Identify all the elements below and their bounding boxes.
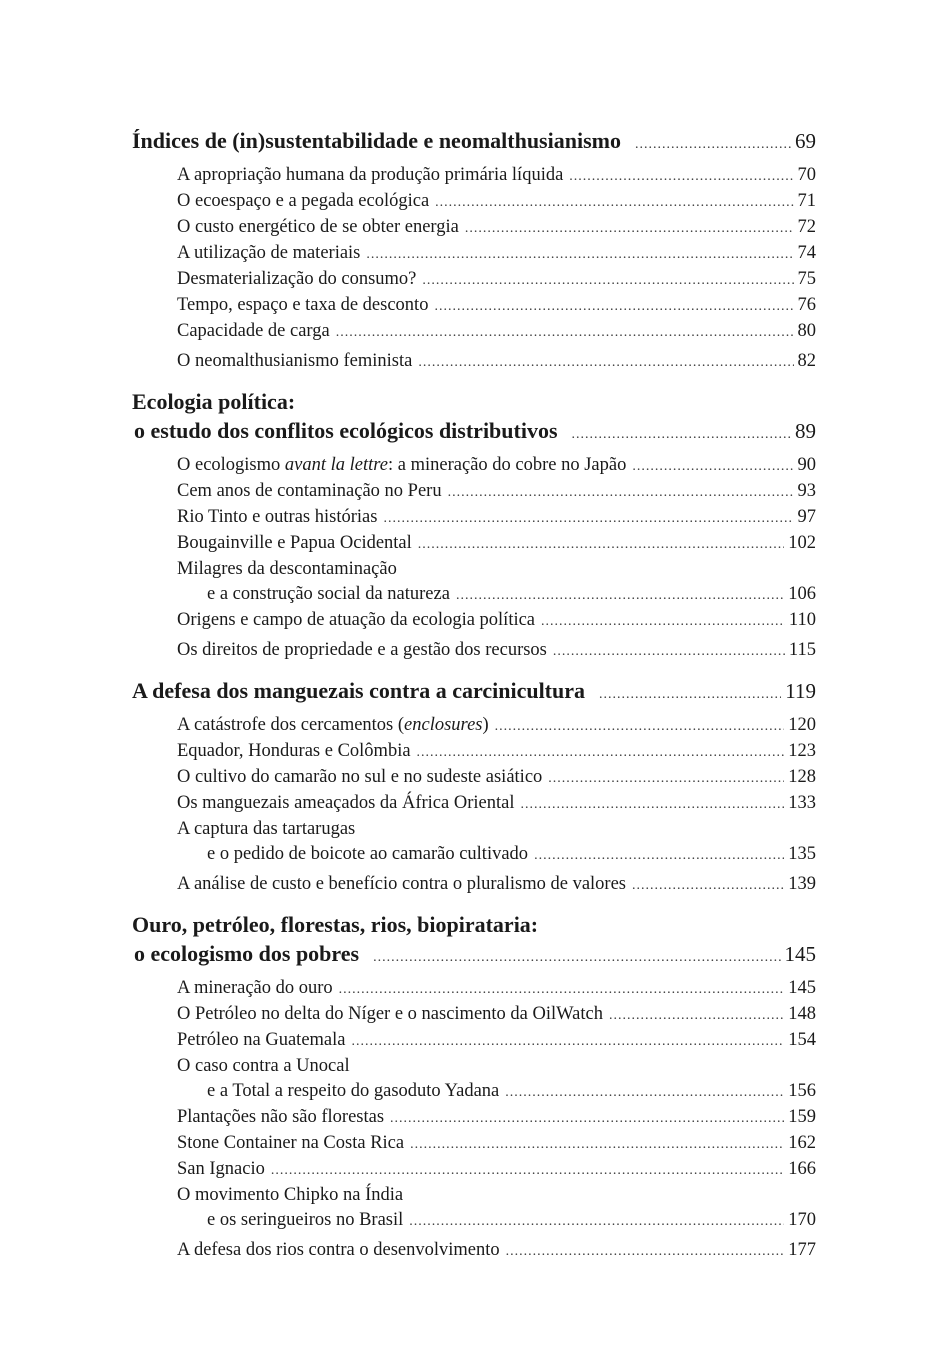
section-entry-continued[interactable] xyxy=(132,582,816,608)
section-entry[interactable] xyxy=(132,1238,816,1264)
section-entry[interactable] xyxy=(132,1002,816,1028)
section-entry[interactable] xyxy=(132,872,816,898)
page-number: 120 xyxy=(788,715,816,735)
chapter-heading[interactable] xyxy=(132,126,816,159)
chapter-heading[interactable] xyxy=(132,387,816,416)
section-entry[interactable] xyxy=(132,608,816,634)
page-number: 110 xyxy=(788,610,816,630)
page-number: 162 xyxy=(788,1133,816,1153)
leader-dots xyxy=(435,190,793,215)
entry-title: O ecologismo avant la lettre: a mineração do cobre no Japão xyxy=(177,455,627,475)
section-entry[interactable] xyxy=(132,1105,816,1131)
page-number: 93 xyxy=(797,481,816,501)
section-entry[interactable] xyxy=(132,505,816,531)
page-number: 135 xyxy=(788,844,816,864)
entry-title: Rio Tinto e outras histórias xyxy=(177,507,378,527)
entry-title: Cem anos de contaminação no Peru xyxy=(177,481,442,501)
leader-dots xyxy=(448,480,794,505)
leader-dots xyxy=(352,1029,785,1054)
section-entry[interactable] xyxy=(132,817,816,842)
page-number: 119 xyxy=(785,679,816,703)
leader-dots xyxy=(422,268,793,293)
entry-title: A defesa dos manguezais contra a carcinicultura xyxy=(132,678,586,703)
entry-title: Milagres da descontaminação xyxy=(177,559,397,579)
page-number: 156 xyxy=(788,1081,816,1101)
leader-dots xyxy=(418,350,793,375)
leader-dots xyxy=(465,216,794,241)
leader-dots xyxy=(434,294,793,319)
entry-title: Bougainville e Papua Ocidental xyxy=(177,533,412,553)
entry-title: Plantações não são florestas xyxy=(177,1107,385,1127)
entry-title: e os seringueiros no Brasil xyxy=(207,1210,404,1230)
chapter-heading[interactable] xyxy=(132,910,816,939)
page-number: 70 xyxy=(797,165,816,185)
page-number: 97 xyxy=(797,507,816,527)
entry-title: O caso contra a Unocal xyxy=(177,1056,350,1076)
leader-dots xyxy=(599,680,781,709)
entry-title: San Ignacio xyxy=(177,1159,265,1179)
section-entry[interactable] xyxy=(132,453,816,479)
page-number: 115 xyxy=(788,640,816,660)
leader-dots xyxy=(418,532,784,557)
leader-dots xyxy=(271,1158,784,1183)
section-entry[interactable] xyxy=(132,1183,816,1208)
page-number: 106 xyxy=(788,584,816,604)
entry-title: Tempo, espaço e taxa de desconto xyxy=(177,295,429,315)
entry-title: A defesa dos rios contra o desenvolvimento xyxy=(177,1240,500,1260)
entry-title: Equador, Honduras e Colômbia xyxy=(177,741,411,761)
section-entry[interactable] xyxy=(132,1131,816,1157)
section-entry[interactable] xyxy=(132,479,816,505)
entry-title: A apropriação humana da produção primária líquida xyxy=(177,165,564,185)
page-number: 89 xyxy=(795,419,816,443)
chapter-heading[interactable] xyxy=(132,939,816,972)
entry-title: A utilização de materiais xyxy=(177,243,361,263)
leader-dots xyxy=(506,1239,785,1264)
page-number: 145 xyxy=(788,978,816,998)
entry-title: O Petróleo no delta do Níger e o nascimento da OilWatch xyxy=(177,1004,603,1024)
page-number: 82 xyxy=(797,351,816,371)
section-entry[interactable] xyxy=(132,189,816,215)
section-entry[interactable] xyxy=(132,163,816,189)
table-of-contents xyxy=(132,126,816,1276)
entry-title: O neomalthusianismo feminista xyxy=(177,351,413,371)
page-number: 166 xyxy=(788,1159,816,1179)
section-entry[interactable] xyxy=(132,349,816,375)
leader-dots xyxy=(534,843,784,868)
leader-dots xyxy=(373,943,780,972)
leader-dots xyxy=(548,766,784,791)
section-entry[interactable] xyxy=(132,739,816,765)
page-number: 139 xyxy=(788,874,816,894)
section-entry[interactable] xyxy=(132,241,816,267)
entry-title: Ecologia política: xyxy=(132,389,296,414)
entry-title: O cultivo do camarão no sul e no sudeste asiático xyxy=(177,767,543,787)
page-number: 148 xyxy=(788,1004,816,1024)
entry-title: Capacidade de carga xyxy=(177,321,330,341)
section-entry[interactable] xyxy=(132,1028,816,1054)
section-entry[interactable] xyxy=(132,638,816,664)
section-entry[interactable] xyxy=(132,791,816,817)
section-entry[interactable] xyxy=(132,976,816,1002)
section-entry[interactable] xyxy=(132,713,816,739)
leader-dots xyxy=(635,130,791,159)
leader-dots xyxy=(417,740,785,765)
page-number: 90 xyxy=(797,455,816,475)
section-entry[interactable] xyxy=(132,765,816,791)
leader-dots xyxy=(366,242,793,267)
entry-title: O movimento Chipko na Índia xyxy=(177,1185,404,1205)
leader-dots xyxy=(572,420,791,449)
section-entry-continued[interactable] xyxy=(132,842,816,868)
section-entry[interactable] xyxy=(132,1157,816,1183)
leader-dots xyxy=(495,714,785,739)
section-entry[interactable] xyxy=(132,293,816,319)
leader-dots xyxy=(632,873,784,898)
page-number: 69 xyxy=(795,129,816,153)
leader-dots xyxy=(383,506,793,531)
leader-dots xyxy=(632,454,793,479)
entry-title: e a construção social da natureza xyxy=(207,584,450,604)
leader-dots xyxy=(505,1080,784,1105)
page-number: 128 xyxy=(788,767,816,787)
chapter-heading[interactable] xyxy=(132,416,816,449)
leader-dots xyxy=(456,583,784,608)
entry-title: Petróleo na Guatemala xyxy=(177,1030,346,1050)
entry-title: e o pedido de boicote ao camarão cultivado xyxy=(207,844,529,864)
page-number: 74 xyxy=(797,243,816,263)
leader-dots xyxy=(410,1132,784,1157)
leader-dots xyxy=(569,164,793,189)
section-entry[interactable] xyxy=(132,267,816,293)
italic-term: enclosures xyxy=(404,715,483,735)
page-number: 170 xyxy=(788,1210,816,1230)
italic-term: avant la lettre xyxy=(284,455,389,475)
entry-title: Os direitos de propriedade e a gestão dos recursos xyxy=(177,640,547,660)
page-number: 71 xyxy=(797,191,816,211)
chapter-block xyxy=(132,387,816,664)
entry-title: e a Total a respeito do gasoduto Yadana xyxy=(207,1081,500,1101)
entry-title: A captura das tartarugas xyxy=(177,819,356,839)
entry-title: Origens e campo de atuação da ecologia política xyxy=(177,610,536,630)
entry-title: o ecologismo dos pobres xyxy=(134,941,360,966)
section-entry[interactable] xyxy=(132,531,816,557)
leader-dots xyxy=(390,1106,784,1131)
leader-dots xyxy=(553,639,785,664)
leader-dots xyxy=(339,977,785,1002)
page-number: 177 xyxy=(788,1240,816,1260)
page-number: 145 xyxy=(784,942,816,966)
entry-title: A análise de custo e benefício contra o pluralismo de valores xyxy=(177,874,626,894)
entry-title: A catástrofe dos cercamentos (enclosures) xyxy=(177,715,489,735)
entry-title: A mineração do ouro xyxy=(177,978,333,998)
chapter-block xyxy=(132,910,816,1264)
page-number: 159 xyxy=(788,1107,816,1127)
entry-title: Desmaterialização do consumo? xyxy=(177,269,417,289)
section-entry[interactable] xyxy=(132,557,816,582)
entry-title: Ouro, petróleo, florestas, rios, biopirataria: xyxy=(132,912,539,937)
entry-title: O custo energético de se obter energia xyxy=(177,217,459,237)
section-entry-continued[interactable] xyxy=(132,1208,816,1234)
chapter-block xyxy=(132,676,816,898)
leader-dots xyxy=(541,609,785,634)
entry-title: o estudo dos conflitos ecológicos distributivos xyxy=(134,418,558,443)
chapter-heading[interactable] xyxy=(132,676,816,709)
section-entry-continued[interactable] xyxy=(132,1079,816,1105)
page-number: 123 xyxy=(788,741,816,761)
section-entry[interactable] xyxy=(132,1054,816,1079)
leader-dots xyxy=(609,1003,784,1028)
entry-title: O ecoespaço e a pegada ecológica xyxy=(177,191,430,211)
chapter-block xyxy=(132,126,816,375)
page-number: 102 xyxy=(788,533,816,553)
leader-dots xyxy=(336,320,794,345)
entry-title: Stone Container na Costa Rica xyxy=(177,1133,405,1153)
page-number: 76 xyxy=(797,295,816,315)
section-entry[interactable] xyxy=(132,319,816,345)
page-number: 80 xyxy=(797,321,816,341)
section-entry[interactable] xyxy=(132,215,816,241)
page-number: 133 xyxy=(788,793,816,813)
page-number: 72 xyxy=(797,217,816,237)
leader-dots xyxy=(409,1209,784,1234)
leader-dots xyxy=(520,792,784,817)
entry-title: Índices de (in)sustentabilidade e neomalthusianismo xyxy=(132,128,621,153)
page-number: 154 xyxy=(788,1030,816,1050)
entry-title: Os manguezais ameaçados da África Oriental xyxy=(177,793,515,813)
page-number: 75 xyxy=(797,269,816,289)
